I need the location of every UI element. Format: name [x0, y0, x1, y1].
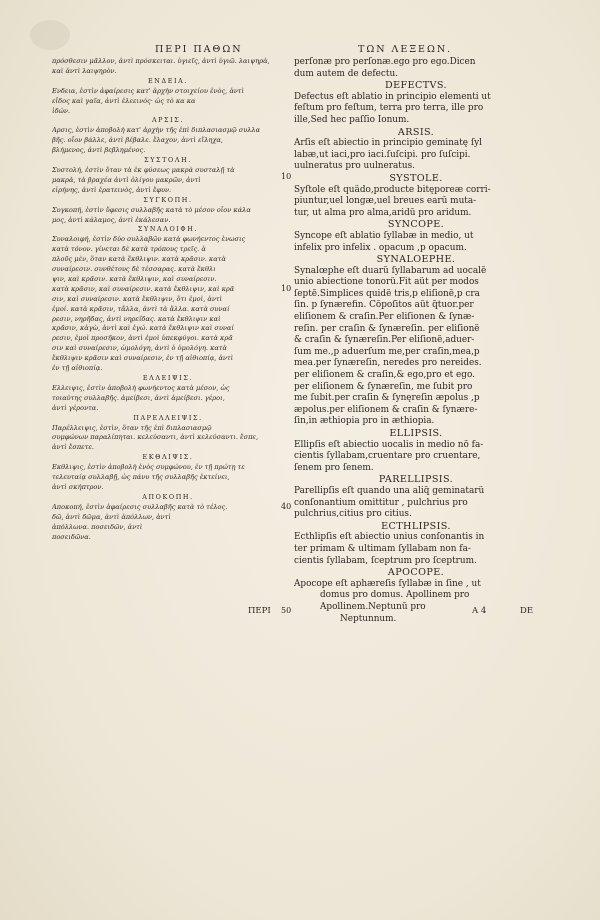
latin-text-line: perſonæ pro perſonæ.ego pro ego.Dicen — [294, 57, 476, 67]
latin-text-line: Synalœphe eſt duarũ ſyllabarum ad uocalẽ — [294, 265, 487, 276]
greek-text-line: Συστολή, ἐστὶν ὅταν τὰ ἐκ φύσεως μακρὰ συσταλῇ τὰ — [52, 165, 235, 174]
greek-text-line: ἐμοί. κατὰ κρᾶσιν, τἄλλα, ἀντὶ τὰ ἄλλα. κατὰ συναί — [52, 304, 230, 313]
greek-text-line: πλοῦς μὲν, ὅταν κατὰ ἔκθλιψιν. κατὰ κρᾶσιν. κατὰ — [52, 255, 226, 264]
latin-text-line: ſenem pro ſenem. — [294, 462, 374, 473]
greek-text-line: Συγκοπή, ἐστὶν ὕφεσις συλλαβῆς κατὰ τὸ μέσον οἷον κάλα — [52, 205, 251, 214]
greek-text-line: κατὰ τόνον. γίνεται δὲ κατὰ τρόπους τρεῖς. ἁ — [52, 245, 206, 254]
greek-section-heading: ΑΠΟΚΟΠΗ. — [142, 492, 194, 501]
line-number-10a: 10 — [281, 172, 292, 181]
greek-text-line: ἀντὶ σκήπτρον. — [52, 482, 104, 491]
latin-text-line: cientis ſyllabam,cruentare pro cruentare, — [294, 451, 481, 462]
line-number-10b: 10 — [281, 284, 292, 293]
greek-text-line: ἔκθλιψιν κρᾶσιν καὶ συναίρεσιν, ἐν τῇ αἰθιοπίᾳ, ἀντὶ — [52, 354, 234, 363]
greek-text-line: ρεσιν, ἐμοὶ προσῆκον, ἀντὶ ἐμοὶ ὑπεκφύγοι. κατὰ κρᾶ — [52, 334, 233, 343]
latin-text-line: infelix pro infelix . opacum ,p opacum. — [294, 242, 467, 253]
greek-text-line: Εκθλιψις, ἐστὶν ἀποβολὴ ἑνὸς συμφώνου, ἐν τῇ πρώτῃ τε — [52, 463, 245, 472]
latin-section-heading: SYNCOPE. — [387, 219, 445, 231]
latin-text-line: uulneratus pro uulneratus. — [294, 161, 415, 172]
latin-text-line: feſtum pro feſtum, terra pro terra, ille pro — [294, 103, 484, 114]
latin-text-line: per eliſionem & craſin,& ego,pro et ego. — [294, 370, 475, 381]
latin-text-line: mea.per ſynæreſin, neredes pro nereides. — [294, 358, 482, 369]
latin-text-line: ſeptẽ.Simplices quidẽ tris,p eliſionẽ,p cra — [294, 288, 480, 299]
line-number-50: 50 — [281, 606, 292, 615]
signature-mark: A 4 — [472, 606, 487, 616]
greek-section-heading: ΑΡΣΙΣ. — [151, 116, 185, 125]
latin-text-line: eliſionem & craſin.Per eliſionen & ſynæ- — [294, 312, 475, 323]
latin-text-line: Apollinem.Neptunũ pro — [320, 601, 426, 612]
latin-section-heading: ECTHLIPSIS. — [381, 520, 451, 532]
greek-text-line: Αρσις, ἐστὶν ἀποβολὴ κατ' ἀρχὴν τῆς ἐπὶ διπλασιασμῷ συλλα — [52, 126, 261, 135]
greek-text-column — [52, 57, 284, 542]
latin-text-line: pulchrius,citius pro citius. — [294, 509, 412, 520]
latin-text-line: ter primam & ultimam ſyllabam non fa- — [294, 543, 471, 554]
greek-text-line: πρόσθεσιν μᾶλλον, ἀντὶ πρόσκειται. ὑγιεῖς, ἀντὶ ὑγιῶ. λαιψηρὰ, — [52, 57, 270, 65]
greek-section-heading: ΕΝΔΕΙΑ. — [148, 76, 188, 85]
greek-section-heading: ΣΥΝΑΛΟΙΦΗ. — [137, 225, 199, 234]
greek-text-line: σιν καὶ συναίρεσιν, ὡμολόγη, ἀντὶ ὁ ὁμολόγη. κατὰ — [52, 344, 227, 353]
latin-text-line: Syncope eſt ablatio ſyllabæ in medio, ut — [294, 230, 474, 241]
latin-text-line: ſin. p ſynærefin. Cõpoſitos aũt q̃tuor.per — [294, 300, 474, 311]
latin-text-line: unio abiectione tonorũ.Fit aũt per modos — [294, 277, 479, 288]
latin-text-line: domus pro domus. Apollinem pro — [320, 590, 470, 601]
latin-text-line: cientis ſyllabam, ſceptrum pro ſceptrum. — [294, 555, 477, 566]
greek-text-line: βλήμενος, ἀντὶ βεβλημένος. — [52, 146, 146, 155]
greek-text-line: ἐν τῇ αἰθιοπίᾳ. — [52, 364, 103, 373]
latin-text-line: reſin. per craſin & ſynæreſin. per eliſionẽ — [294, 323, 480, 334]
latin-section-heading: SYNALOEPHE. — [376, 254, 456, 266]
running-head-right: ΤΩΝ ΛΕΞΕΩΝ. — [358, 44, 453, 55]
latin-text-line: Defectus eſt ablatio in principio elementi ut — [294, 91, 491, 102]
catchword-right: DE — [520, 606, 534, 616]
latin-text-line: tur, ut alma pro alma,aridũ pro aridum. — [294, 207, 472, 218]
latin-text-line: labæ,ut iaci,pro iaci.ſuſcipi. pro ſuſcipi. — [294, 149, 471, 160]
latin-section-heading: DEFECTVS. — [385, 80, 447, 92]
greek-text-line: τοιαύτης συλλαβῆς. ἀμείβεσι, ἀντὶ ἀμείβεσι. γέροι, — [52, 393, 225, 402]
greek-text-line: βῆς. οἷον βάλλε, ἀντὶ βέβαλε. ἔλαχον, ἀντὶ εἴληχα, — [52, 136, 223, 145]
latin-text-line: & craſin & ſynæreſin.Per eliſionẽ,aduer- — [294, 335, 475, 346]
latin-text-line: me ſubit.per craſin & ſynęreſin æpolus ,p — [294, 393, 480, 404]
greek-text-line: συμφώνων παραλίπηται. κελεύσαντι, ἀντὶ κελεύσαντι. ἔσπε, — [52, 433, 259, 442]
greek-text-line: δῶ, ἀντὶ δῶμα, ἀντὶ ἀπόλλων, ἀντὶ — [52, 512, 171, 521]
latin-text-line: Ecthlipſis eſt abiectio unius conſonantis in — [294, 532, 485, 543]
latin-section-heading: APOCOPE. — [387, 567, 445, 579]
greek-text-line: Αποκοπή, ἐστὶν ἀφαίρεσις συλλαβῆς κατὰ τὸ τέλος. — [52, 502, 228, 511]
greek-text-line: Συναλοιφή, ἐστὶν δύο συλλαβῶν κατὰ φωνήεντος ἑνωσις — [52, 235, 246, 244]
latin-text-line: ille,Sed hec paſſio Ionum. — [294, 114, 410, 125]
latin-text-line: Syſtole eſt quãdo,producte bitęporeæ corri- — [294, 184, 491, 195]
greek-text-line: κατὰ κρᾶσιν, καὶ συναίρεσιν. κατὰ ἔκθλιψιν, καὶ κρᾶ — [52, 284, 235, 293]
greek-section-heading: ΕΛΛΕΙΨΙΣ. — [142, 374, 194, 382]
greek-text-line: σιν, καὶ συναίρεσιν. κατὰ ἔκθλιψιν, ὅτι ἐμοὶ, ἀντὶ — [52, 294, 223, 303]
greek-text-line: μος, ἀντὶ κάλαμος, ἀντὶ ἐκάλεσαν. — [52, 215, 171, 224]
greek-text-line: ἰδών. — [52, 106, 71, 115]
greek-text-line: Ελλειψις, ἐστὶν ἀποβολὴ φωνήεντος κατὰ μέσον, ὡς — [52, 383, 230, 392]
greek-section-heading: ΕΚΘΛΙΨΙΣ. — [142, 453, 194, 462]
greek-text-line: κρᾶσιν, κἀγὼ, ἀντὶ καὶ ἐγώ. κατὰ ἔκθλιψιν καὶ συναί — [52, 324, 234, 333]
latin-text-line: per eliſionem & ſynæreſin, me ſubit pro — [294, 381, 473, 392]
latin-text-line: Apocope eſt aphæreſis ſyllabæ in ſine , ut — [294, 578, 481, 589]
greek-text-line: ἀντὶ ἔσπετε. — [52, 443, 94, 452]
latin-text-line: Parellipſis eſt quando una aliq̃ geminatarũ — [294, 485, 485, 496]
line-number-40: 40 — [281, 502, 292, 511]
latin-text-line: Ellipſis eſt abiectio uocalis in medio nõ fa- — [294, 439, 484, 450]
latin-section-heading: ARSIS. — [397, 126, 435, 138]
greek-text-line: ρεσιν, νηρῆδας, ἀντὶ νηρεΐδας. κατὰ ἔκθλιψιν καὶ — [52, 314, 221, 323]
greek-text-line: Παρέλλειψις, ἐστὶν, ὅταν τῆς ἐπὶ διπλασιασμῷ — [52, 423, 212, 432]
greek-text-line: ψιν, καὶ κρᾶσιν. κατὰ ἔκθλιψιν, καὶ συναίρεσιν. — [52, 274, 217, 283]
greek-text-line: συναίρεσιν. συνθέτους δὲ τέσσαρας. κατὰ ἔκθλι — [52, 265, 216, 274]
greek-text-line: μακρὰ, τὰ βραχέα ἀντὶ ὀλίγου μακρῶν, ἀντὶ — [52, 175, 201, 184]
latin-text-line: ſum me.,p aduerſum me,per craſin,mea,p — [294, 346, 480, 357]
paper-stain — [30, 20, 70, 50]
greek-section-heading: ΠΑΡΕΛΛΕΙΨΙΣ. — [133, 413, 203, 422]
greek-section-heading: ΣΥΓΚΟΠΗ. — [143, 195, 193, 204]
latin-text-line: piuntur,uel longæ,uel breues earũ muta- — [294, 196, 477, 207]
latin-text-line: Arſis eſt abiectio in principio geminatę ſyl — [294, 138, 482, 149]
greek-text-line: Ενδεια, ἐστὶν ἀφαίρεσις κατ' ἀρχὴν στοιχείου ἑνὸς, ἀντὶ — [52, 86, 245, 95]
greek-text-line: εἰρήνης, ἀντὶ ἐρατεινὸς, ἀντὶ ἔφυν. — [52, 185, 172, 194]
running-head-left: ΠΕΡΙ ΠΑΘΩΝ — [155, 44, 243, 55]
greek-section-heading: ΣΥΣΤΟΛΗ. — [144, 156, 192, 165]
greek-text-line: καὶ ἀντὶ λαιψηρὸν. — [52, 66, 117, 75]
latin-text-line: ſin,in æthiopia pro in æthiopia. — [294, 416, 435, 427]
greek-text-line: ποσειδῶνα. — [52, 532, 91, 541]
greek-text-line: εἶδος καὶ γαῖα, ἀντὶ ἐλεεινός· ὡς τὸ κα κα — [52, 96, 196, 105]
latin-text-line: dum autem de defectu. — [294, 68, 398, 79]
latin-section-heading: SYSTOLE. — [389, 172, 443, 184]
greek-text-line: τελευταίᾳ συλλαβῇ, ὡς πάνυ τῆς συλλαβῆς ἐκτείνει, — [52, 473, 230, 482]
latin-section-heading: ELLIPSIS. — [389, 428, 443, 439]
latin-text-line: æpolus.per eliſionem & craſin & ſynære- — [294, 404, 478, 415]
latin-text-line: conſonantium omittitur , pulchrius pro — [294, 497, 468, 508]
latin-section-heading: PARELLIPSIS. — [378, 474, 454, 486]
latin-text-line: Neptunnum. — [340, 613, 397, 624]
latin-text-column — [294, 57, 538, 625]
greek-text-line: ἀντὶ γέροντα. — [52, 403, 99, 412]
catchword-left: ΠΕΡΙ — [248, 606, 271, 616]
greek-text-line: ἀπόλλωνα. ποσειδῶν, ἀντὶ — [52, 522, 143, 531]
